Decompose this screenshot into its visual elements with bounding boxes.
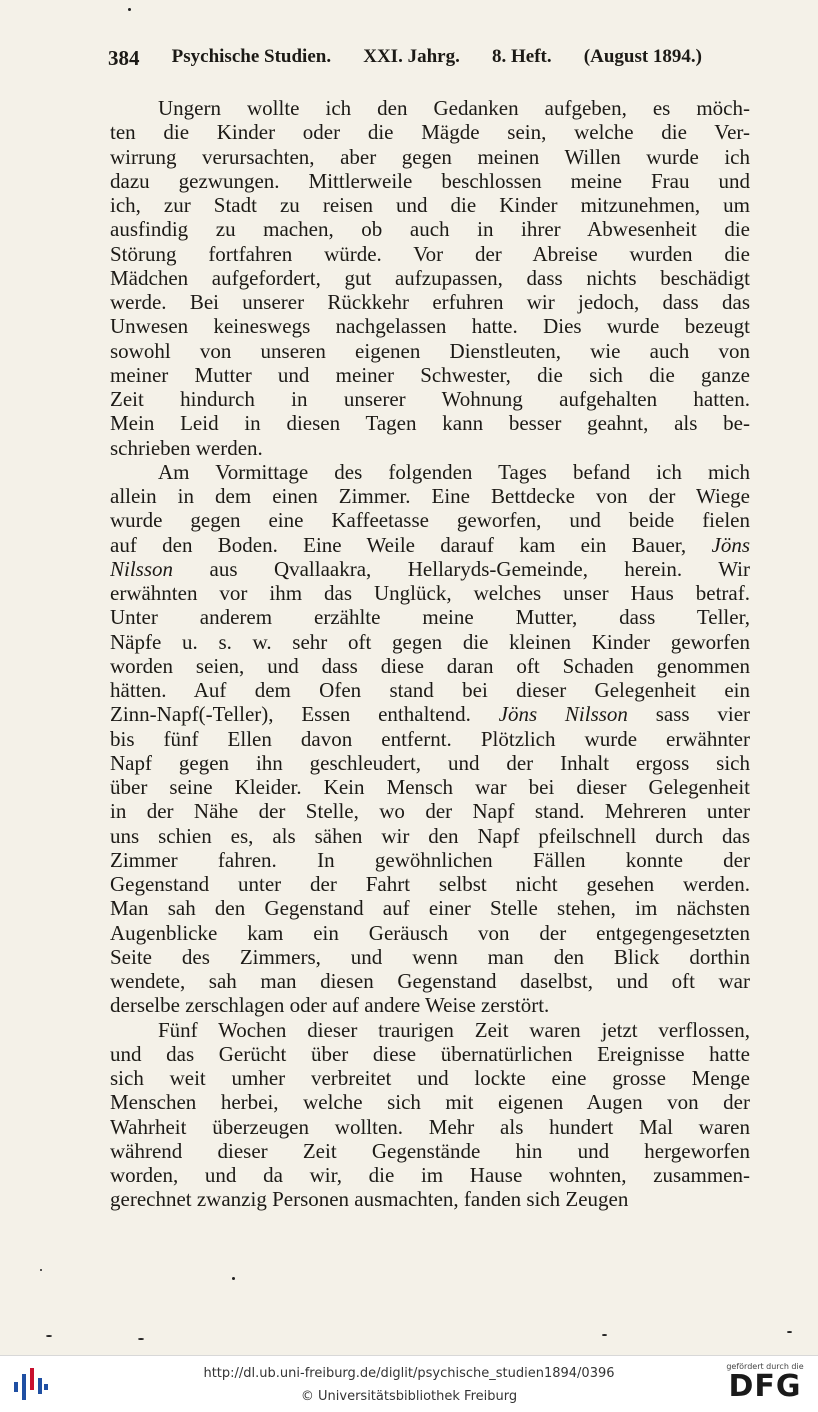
text-line bbox=[110, 1139, 750, 1163]
text-segment: Unter anderem erzählte meine Mutter, dass Teller, bbox=[110, 605, 750, 630]
text-line bbox=[110, 266, 750, 290]
text-line bbox=[110, 872, 750, 896]
text-segment: worden, und da wir, die im Hause wohnten, zusammen- bbox=[110, 1163, 750, 1187]
text-segment: gerechnet zwanzig Personen ausmachten, fanden sich Zeugen bbox=[110, 1187, 629, 1212]
text-line bbox=[110, 1163, 750, 1187]
text-line bbox=[110, 436, 750, 460]
name-italic: Nilsson bbox=[110, 556, 174, 581]
text-segment: in der Nähe der Stelle, wo der Napf stand. Mehreren unter bbox=[110, 799, 750, 824]
text-line bbox=[110, 533, 750, 557]
text-line bbox=[110, 1115, 750, 1139]
text-segment: ausfindig zu machen, ob auch in ihrer Abwesenheit die bbox=[110, 217, 750, 242]
scan-speck bbox=[128, 8, 131, 11]
running-title: Psychische Studien. bbox=[171, 46, 332, 67]
text-segment: worden seien, und dass diese daran oft Schaden genommen bbox=[110, 653, 750, 678]
text-line bbox=[110, 1066, 750, 1090]
dfg-tagline: gefördert durch die bbox=[726, 1362, 804, 1371]
text-line bbox=[110, 387, 750, 411]
text-segment: ich, zur Stadt zu reisen und die Kinder mitzunehmen, um bbox=[110, 193, 750, 217]
text-line bbox=[110, 314, 750, 338]
text-segment: hätten. Auf dem Ofen stand bei dieser Gelegenheit ein bbox=[110, 678, 750, 702]
text-segment: Gegenstand unter der Fahrt selbst nicht gesehen werden. bbox=[110, 872, 750, 896]
text-segment: Am Vormittage des folgenden Tages befand ich mich bbox=[158, 459, 750, 484]
copyright-text: © Universitätsbibliothek Freiburg bbox=[300, 1389, 518, 1404]
text-line bbox=[110, 727, 750, 751]
text-segment: ten die Kinder oder die Mägde sein, welche die Ver- bbox=[110, 120, 750, 145]
scan-speck bbox=[40, 1269, 42, 1271]
permalink-url[interactable]: http://dl.ub.uni-freiburg.de/diglit/psychische_studien1894/0396 bbox=[203, 1366, 615, 1381]
text-line bbox=[110, 824, 750, 848]
text-segment: Unwesen keineswegs nachgelassen hatte. Dies wurde bezeugt bbox=[110, 314, 750, 339]
text-line bbox=[110, 775, 750, 799]
text-segment: aus Qvallaakra, Hellaryds-Gemeinde, herein. Wir bbox=[209, 556, 750, 581]
text-segment: Zinn-Napf(-Teller), Essen enthaltend. bbox=[110, 702, 471, 727]
body-text bbox=[110, 96, 750, 1212]
text-segment: wendete, sah man diesen Gegenstand daselbst, und oft war bbox=[110, 969, 750, 993]
running-header bbox=[108, 46, 702, 71]
text-segment: Fünf Wochen dieser traurigen Zeit waren jetzt verflossen, bbox=[158, 1017, 750, 1042]
text-line bbox=[110, 969, 750, 993]
issue: 8. Heft. bbox=[491, 46, 552, 67]
text-segment: Menschen herbei, welche sich mit eigenen Augen von der bbox=[110, 1090, 750, 1115]
text-line bbox=[110, 799, 750, 823]
text-line bbox=[110, 339, 750, 363]
text-line bbox=[110, 484, 750, 508]
text-segment: Mein Leid in diesen Tagen kann besser geahnt, als be- bbox=[110, 411, 750, 436]
text-line bbox=[110, 169, 750, 193]
name-italic: Jöns bbox=[711, 532, 750, 557]
text-segment: sass vier bbox=[655, 702, 750, 727]
text-segment: bis fünf Ellen davon entfernt. Plötzlich wurde erwähnter bbox=[110, 726, 750, 751]
text-line bbox=[110, 702, 750, 726]
page-number: 384 bbox=[108, 46, 140, 70]
text-line bbox=[110, 630, 750, 654]
scan-speck bbox=[232, 1277, 235, 1280]
text-segment: schrieben werden. bbox=[110, 435, 263, 460]
text-segment: Wahrheit überzeugen wollten. Mehr als hundert Mal waren bbox=[110, 1114, 750, 1139]
text-segment: sowohl von unseren eigenen Dienstleuten, wie auch von bbox=[110, 338, 750, 363]
text-line bbox=[110, 945, 750, 969]
text-segment: allein in dem einen Zimmer. Eine Bettdecke von der Wiege bbox=[110, 484, 750, 508]
scan-speck bbox=[787, 1331, 792, 1333]
text-segment: und das Gerücht über diese übernatürlichen Ereignisse hatte bbox=[110, 1041, 750, 1066]
issue-date: (August 1894.) bbox=[583, 46, 702, 67]
text-line bbox=[110, 1090, 750, 1114]
text-line bbox=[110, 145, 750, 169]
text-line bbox=[110, 411, 750, 435]
text-line bbox=[110, 751, 750, 775]
text-segment: sich weit umher verbreitet und lockte eine grosse Menge bbox=[110, 1066, 750, 1090]
text-line bbox=[110, 290, 750, 314]
text-segment: Seite des Zimmers, und wenn man den Blick dorthin bbox=[110, 944, 750, 969]
text-segment: meiner Mutter und meiner Schwester, die sich die ganze bbox=[110, 362, 750, 387]
text-line bbox=[110, 557, 750, 581]
text-line bbox=[110, 193, 750, 217]
text-line bbox=[110, 848, 750, 872]
text-segment: Mädchen aufgefordert, gut aufzupassen, dass nichts beschädigt bbox=[110, 265, 750, 290]
name-italic: Jöns Nilsson bbox=[498, 702, 628, 727]
text-segment: über seine Kleider. Kein Mensch war bei dieser Gelegenheit bbox=[110, 775, 750, 799]
text-segment: Zeit hindurch in unserer Wohnung aufgehalten hatten. bbox=[110, 387, 750, 411]
viewer-footer bbox=[0, 1355, 818, 1412]
text-segment: Ungern wollte ich den Gedanken aufgeben, es möch- bbox=[158, 96, 750, 120]
text-segment: Näpfe u. s. w. sehr oft gegen die kleinen Kinder geworfen bbox=[110, 629, 750, 654]
text-segment: Man sah den Gegenstand auf einer Stelle stehen, im nächsten bbox=[110, 896, 750, 921]
text-segment: erwähnten vor ihm das Unglück, welches unser Haus betraf. bbox=[110, 581, 750, 605]
text-segment: derselbe zerschlagen oder auf andere Weise zerstört. bbox=[110, 993, 550, 1018]
text-segment: Störung fortfahren würde. Vor der Abreise wurden die bbox=[110, 241, 750, 266]
scan-speck bbox=[46, 1335, 52, 1337]
text-line bbox=[110, 460, 750, 484]
text-line bbox=[110, 605, 750, 629]
text-segment: uns schien es, als sähen wir den Napf pfeilschnell durch das bbox=[110, 823, 750, 848]
text-segment: Zimmer fahren. In gewöhnlichen Fällen konnte der bbox=[110, 847, 750, 872]
scan-speck bbox=[602, 1334, 607, 1336]
text-line bbox=[110, 217, 750, 241]
text-segment: auf den Boden. Eine Weile darauf kam ein Bauer, bbox=[110, 532, 687, 557]
scan-speck bbox=[138, 1338, 144, 1340]
text-line bbox=[110, 678, 750, 702]
text-line bbox=[110, 363, 750, 387]
text-line bbox=[110, 96, 750, 120]
text-segment: wurde gegen eine Kaffeetasse geworfen, und beide fielen bbox=[110, 508, 750, 533]
text-segment: Napf gegen ihn geschleudert, und der Inhalt ergoss sich bbox=[110, 750, 750, 775]
dfg-logo bbox=[720, 1362, 810, 1408]
text-line bbox=[110, 1187, 750, 1211]
text-line bbox=[110, 508, 750, 532]
text-line bbox=[110, 1018, 750, 1042]
text-line bbox=[110, 896, 750, 920]
text-line bbox=[110, 242, 750, 266]
text-segment: Augenblicke kam ein Geräusch von der entgegengesetzten bbox=[110, 920, 750, 945]
text-line bbox=[110, 1042, 750, 1066]
dfg-wordmark: DFG bbox=[728, 1369, 802, 1404]
volume: XXI. Jahrg. bbox=[363, 46, 460, 67]
text-segment: dazu gezwungen. Mittlerweile beschlossen meine Frau und bbox=[110, 168, 750, 193]
text-line bbox=[110, 993, 750, 1017]
text-segment: werde. Bei unserer Rückkehr erfuhren wir jedoch, dass das bbox=[110, 290, 750, 314]
text-line bbox=[110, 581, 750, 605]
text-segment: während dieser Zeit Gegenstände hin und hergeworfen bbox=[110, 1138, 750, 1163]
text-segment: wirrung verursachten, aber gegen meinen Willen wurde ich bbox=[110, 144, 750, 169]
text-line bbox=[110, 921, 750, 945]
text-line bbox=[110, 654, 750, 678]
text-line bbox=[110, 120, 750, 144]
